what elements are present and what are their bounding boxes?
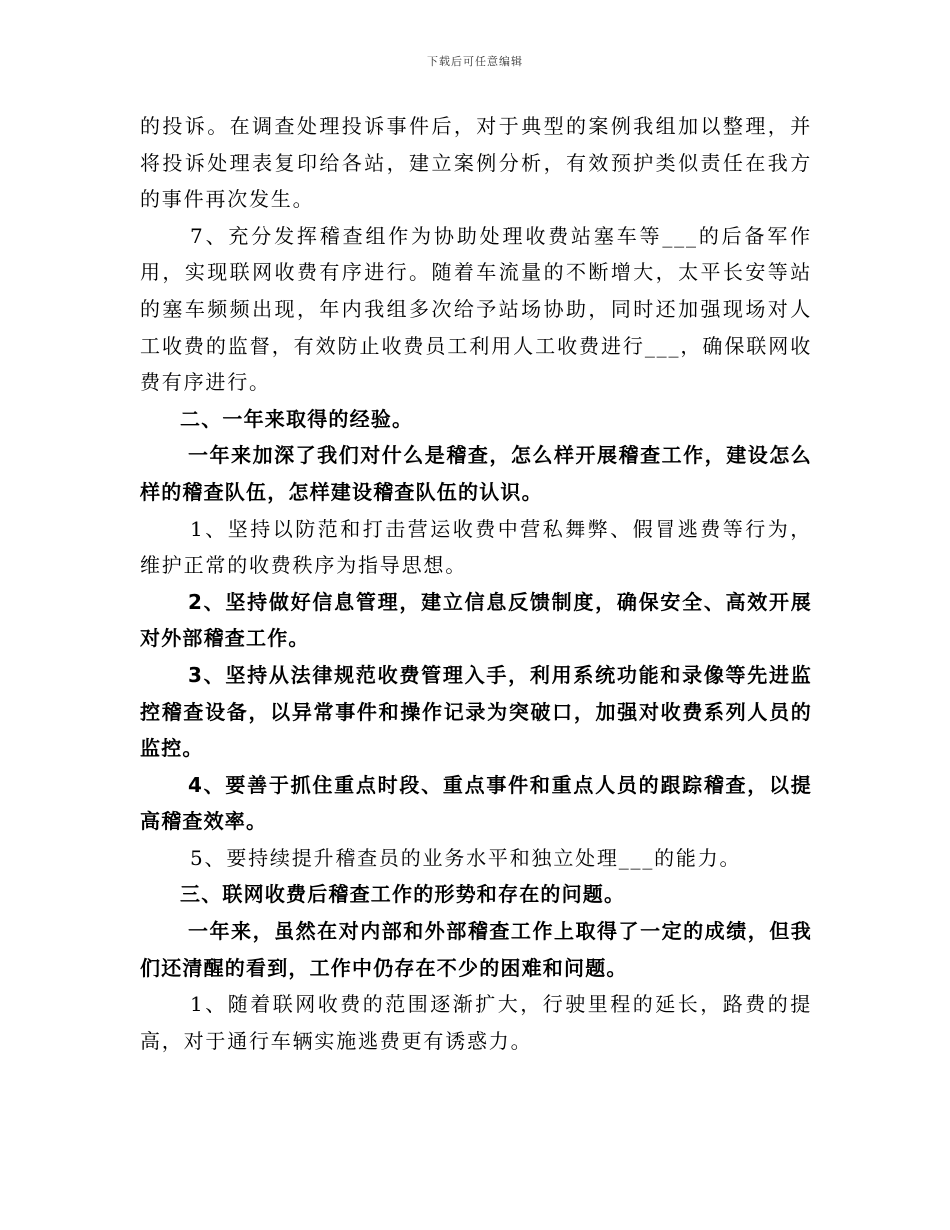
paragraph-complaint-handling: 的投诉。在调查处理投诉事件后，对于典型的案例我组加以整理，并将投诉处理表复印给各站，建立案例分析，有效预护类似责任在我方的事件再次发生。	[140, 114, 812, 212]
paragraph-experience-5: 5、要持续提升稽查员的业务水平和独立处理___的能力。	[190, 845, 742, 870]
paragraph-experience-1: 1、坚持以防范和打击营运收费中营私舞弊、假冒逃费等行为，维护正常的收费秩序为指导思想。	[140, 516, 812, 578]
section-heading-experience: 二、一年来取得的经验。	[180, 406, 414, 431]
paragraph-experience-intro: 一年来加深了我们对什么是稽查，怎么样开展稽查工作，建设怎么样的稽查队伍，怎样建设稽查队伍的认识。	[140, 443, 812, 504]
paragraph-problems-intro: 一年来，虽然在对内部和外部稽查工作上取得了一定的成绩，但我们还清醒的看到，工作中仍存在不少的困难和问题。	[140, 919, 812, 980]
paragraph-item-7: 7、充分发挥稽查组作为协助处理收费站塞车等___的后备军作用，实现联网收费有序进行。随着车流量的不断增大，太平长安等站的塞车频频出现，年内我组多次给予站场协助，同时还加强现场对人工收费的监督，有效防止收费员工利用人工收费进行___，确保联网收费有序进行。	[140, 223, 812, 395]
document-body	[140, 108, 812, 1059]
paragraph-experience-4: 4、要善于抓住重点时段、重点事件和重点人员的跟踪稽查，以提高稽查效率。	[140, 772, 812, 834]
section-heading-problems: 三、联网收费后稽查工作的形势和存在的问题。	[180, 882, 626, 907]
paragraph-experience-2: 2、坚持做好信息管理，建立信息反馈制度，确保安全、高效开展对外部稽查工作。	[140, 589, 812, 651]
paragraph-experience-3: 3、坚持从法律规范收费管理入手，利用系统功能和录像等先进监控稽查设备，以异常事件和操作记录为突破口，加强对收费系列人员的监控。	[140, 662, 812, 761]
paragraph-problems-1: 1、随着联网收费的范围逐渐扩大，行驶里程的延长，路费的提高，对于通行车辆实施逃费更有诱惑力。	[140, 992, 812, 1053]
page-header: 下载后可任意编辑	[427, 55, 523, 68]
